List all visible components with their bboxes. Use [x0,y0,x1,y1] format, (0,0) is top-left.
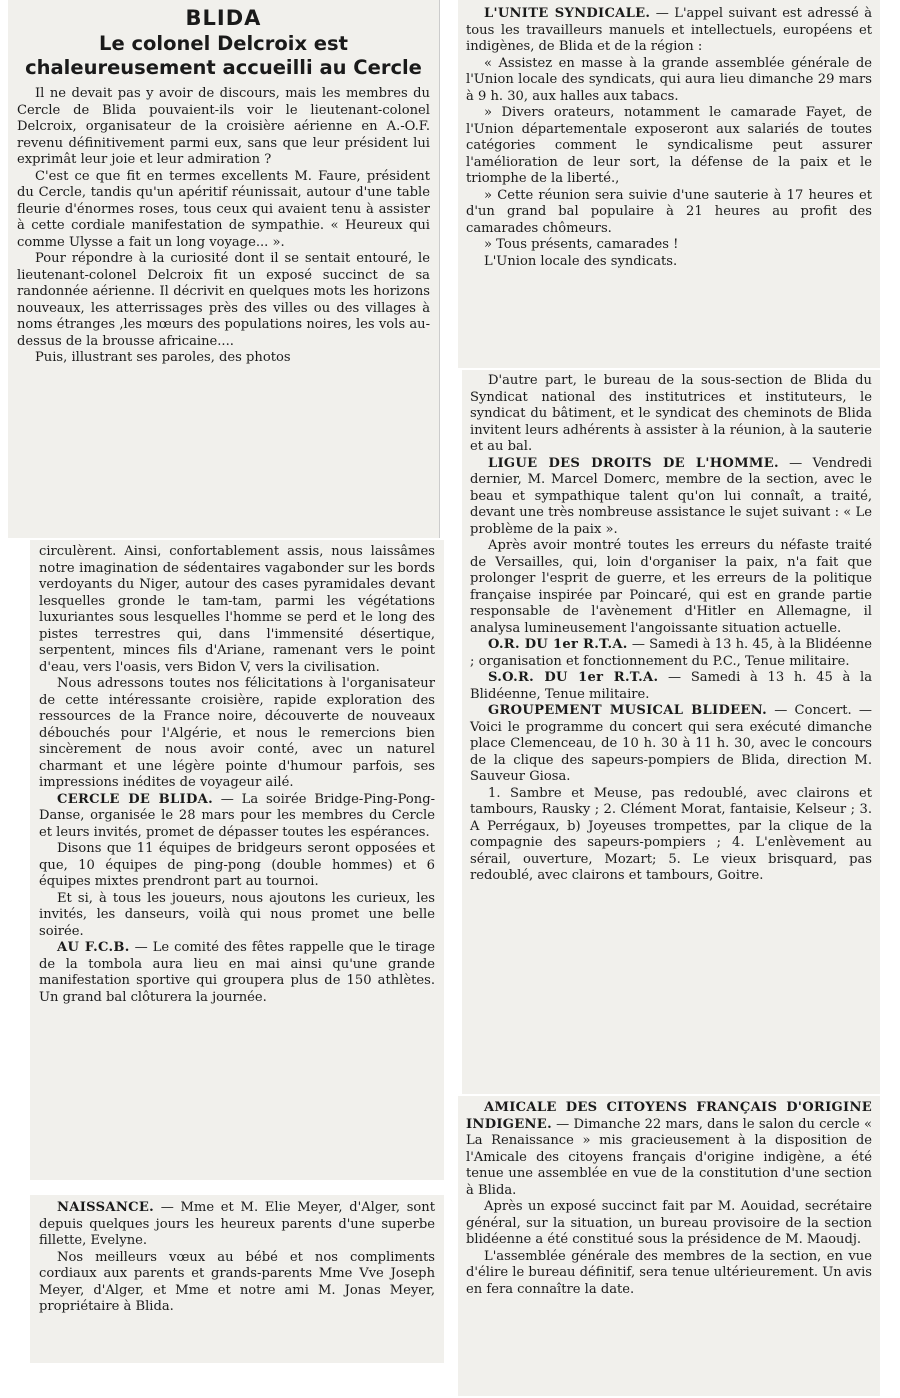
notice-text: — Dimanche 22 mars, dans le salon du cercle « La Renaissance » mis gracieusement à la disposition de l'Amicale des citoyens français d'origine indigène, a été tenue une assemblée en vue de la constitution d'une section à Blida. [466,1116,872,1198]
notice-heading: L'UNITE SYNDICALE. [484,6,651,21]
notice-heading: S.O.R. DU 1er R.T.A. [488,670,659,685]
paragraph: Et si, à tous les joueurs, nous ajoutons les curieux, les invités, les danseurs, voilà qui nous promet une belle soirée. [39,890,435,939]
notice-or [470,637,872,670]
notice-heading: AU F.C.B. [57,940,130,955]
notice-text: — Vendredi dernier, M. Marcel Domerc, membre de la section, avec le beau et sympathique talent qu'on lui connaît, a traité, devant une très nombreuse assistance le sujet suivant : « Le problème de la paix ». [470,455,872,537]
notice-amicale [466,1100,872,1199]
notice-groupement [470,703,872,786]
programme: 1. Sambre et Meuse, pas redoublé, avec clairons et tambours, Rausky ; 2. Clément Morat, fantaisie, Kelseur ; 3. A Perrégaux, b) Joyeuses trompettes, par la clique de la compagnie des sapeurs-pompiers ; 4. L'enlèvement au sérail, ouverture, Mozart; 5. Le vieux brisquard, pas redoublé, avec clairons et tambours, Goitre. [470,785,872,883]
paragraph: Puis, illustrant ses paroles, des photos [35,350,291,365]
paragraph: Après un exposé succinct fait par M. Aouidad, secrétaire général, sur la situation, un bureau provisoire de la section blidéenne a été constitué sous la présidence de M. Maoudj. [466,1199,872,1247]
article-blida-delcroix [8,0,440,538]
paragraph: Disons que 11 équipes de bridgeurs seront opposées et que, 10 équipes de ping-pong (double hommes) et 6 équipes mixtes prendront part au tournoi. [39,841,435,889]
notice-heading: AMICALE DES CITOYENS FRANÇAIS D'ORIGINE INDIGENE. [466,1100,872,1132]
notice-unite [466,6,872,56]
notice-heading: GROUPEMENT MUSICAL BLIDEEN. [488,703,767,718]
signature: L'Union locale des syndicats. [484,253,678,269]
article-unite-syndicale [458,0,880,368]
notice-heading: O.R. DU 1er R.T.A. [488,637,628,652]
notice-fcb [39,940,435,1006]
notice-heading: NAISSANCE. [57,1200,154,1215]
place-heading: BLIDA [185,6,262,30]
notice-text: — La soirée Bridge-Ping-Pong-Danse, organisée le 28 mars pour les membres du Cercle et leurs invités, promet de dépasser toutes les espérances. [39,791,435,840]
paragraph: C'est ce que fit en termes excellents M. Faure, président du Cercle, tandis qu'un apéritif réunissait, autour d'une table fleurie d'énormes roses, tous ceux qui avaient tenu à assister à cette cordiale manifestation de sympathie. « Heureux qui comme Ulysse a fait un long voyage... ». [17,168,430,250]
article-amicale [458,1096,880,1396]
notice-cercle [39,792,435,842]
paragraph: Pour répondre à la curiosité dont il se sentait entouré, le lieutenant-colonel Delcroix fit un exposé succinct de sa randonnée aérienne. Il décrivit en quelques mots les horizons nouveaux, les atterrissages près des villes ou des villages à noms étranges ,les mœurs des populations noires, les vols au-dessus de la brousse africaine.... [17,251,430,349]
paragraph: Après avoir montré toutes les erreurs du néfaste traité de Versailles, qui, loin d'organiser la paix, n'a fait que prolonger l'esprit de guerre, et les erreurs de la politique française inspirée par Poincaré, qui est en grande partie responsable de l'avènement d'Hitler en Allemagne, il analysa lumineusement l'angoissante situation actuelle. [470,538,872,636]
notice-heading: CERCLE DE BLIDA. [57,791,213,807]
notice-text: — Samedi à 13 h. 45 à la Blidéenne, Tenue militaire. [470,670,872,702]
paragraph: » Divers orateurs, notamment le camarade Fayet, de l'Union départementale exposeront aux salariés de toutes catégories comment le syndicalisme peut assurer l'amélioration de leur sort, la défense de la paix et le triomphe de la liberté., [466,105,872,186]
notice-sor [470,670,872,703]
paragraph: Nos meilleurs vœux au bébé et nos compliments cordiaux aux parents et grands-parents Mme Vve Joseph Meyer, d'Alger, et Mme et notre ami M. Jonas Meyer, propriétaire à Blida. [39,1249,435,1314]
notice-text: — Concert. — Voici le programme du concert qui sera exécuté dimanche place Clemenceau, de 10 h. 30 à 11 h. 30, avec le concours de la clique des sapeurs-pompiers de Blida, direction M. Sauveur Giosa. [470,703,872,784]
notice-text: — Mme et M. Elie Meyer, d'Alger, sont depuis quelques jours les heureux parents d'une superbe fillette, Evelyne. [39,1200,435,1248]
paragraph: L'assemblée générale des membres de la section, en vue d'élire le bureau définitif, sera tenue ultérieurement. Un avis en fera connaître la date. [466,1248,872,1297]
paragraph: Il ne devait pas y avoir de discours, mais les membres du Cercle de Blida pouvaient-ils voir le lieutenant-colonel Delcroix, organisateur de la croisière aérienne en A.-O.F. revenu définitivement parmi eux, sans que leur président lui exprimât leur joie et leur admiration ? [17,86,430,167]
paragraph: » Tous présents, camarades ! [484,237,679,252]
notice-text: — Samedi à 13 h. 45, à la Blidéenne ; organisation et fonctionnement du P.C., Tenue militaire. [470,637,872,669]
paragraph: circulèrent. Ainsi, confortablement assis, nous laissâmes notre imagination de sédentaires vagabonder sur les bords verdoyants du Niger, autour des cases pyramidales devant lesquelles gronde le tam-tam, parmi les végétations luxuriantes sous lesquelles l'homme se perd et le long des pistes terrestres qui, dans l'immensité désertique, serpentent, minces fils d'Ariane, ramenant vers le point d'eau, vers l'oasis, vers Bidon V, vers la civilisation. [39,544,435,675]
headline: Le colonel Delcroix est chaleureusement accueilli au Cercle [25,32,422,79]
paragraph: « Assistez en masse à la grande assemblée générale de l'Union locale des syndicats, qui aura lieu dimanche 29 mars à 9 h. 30, aux halles aux tabacs. [466,55,872,104]
notice-text: — Le comité des fêtes rappelle que le tirage de la tombola aura lieu en mai ainsi qu'une grande manifestation sportive qui groupera plus de 150 athlètes. Un grand bal clôturera la journée. [39,940,435,1005]
notice-text: — L'appel suivant est adressé à tous les travailleurs manuels et intellectuels, européens et indigènes, de Blida et de la région : [466,6,872,54]
paragraph: Nous adressons toutes nos félicitations à l'organisateur de cette intéressante croisière, rapide exploration des ressources de la France noire, découverte de nouveaux débouchés pour l'Algérie, et nous le remercions bien sincèrement de nous avoir conté, avec un naturel charmant et une légère pointe d'humour parfois, ses impressions inédites de voyageur ailé. [39,676,435,790]
notice-ligue [470,456,872,539]
article-continuation [30,540,444,1180]
article-notices [462,370,880,1094]
paragraph: » Cette réunion sera suivie d'une sauterie à 17 heures et d'un grand bal populaire à 21 heures au profit des camarades chômeurs. [466,187,872,236]
notice-heading: LIGUE DES DROITS DE L'HOMME. [488,455,779,471]
notice-naissance [39,1200,435,1250]
paragraph: D'autre part, le bureau de la sous-section de Blida du Syndicat national des institutrices et instituteurs, le syndicat du bâtiment, et le syndicat des cheminots de Blida invitent leurs adhérents à assister à la réunion, à la sauterie et au bal. [470,373,872,454]
article-naissance [30,1195,444,1363]
